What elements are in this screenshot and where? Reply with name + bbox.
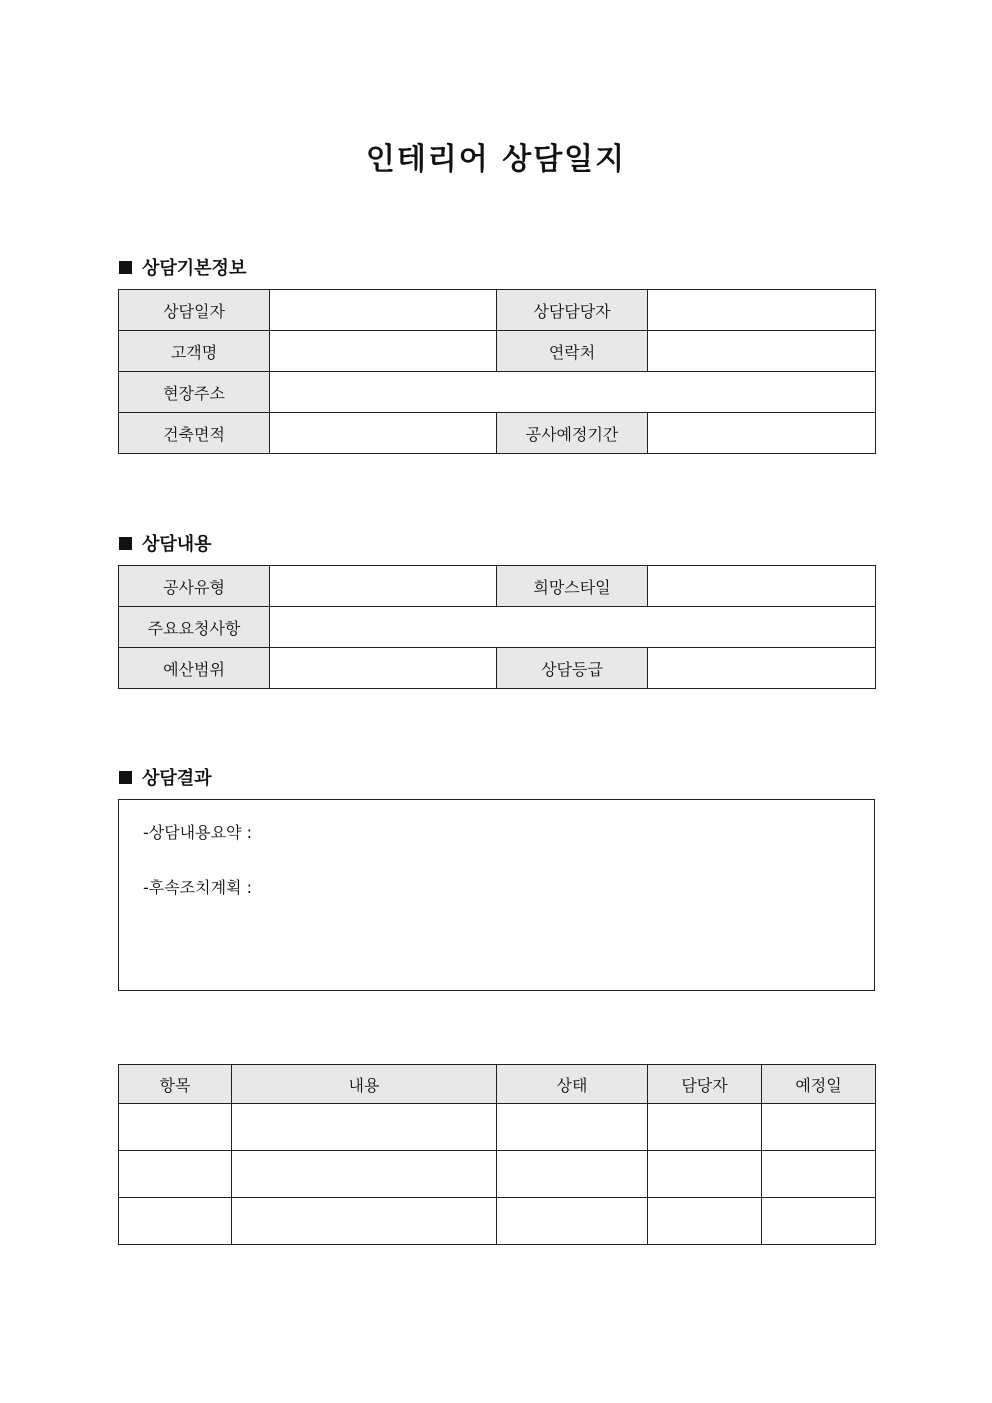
consultant-field[interactable]: [648, 290, 876, 331]
task-cell[interactable]: [497, 1104, 648, 1151]
column-header-assignee: 담당자: [648, 1065, 762, 1104]
task-cell[interactable]: [119, 1104, 232, 1151]
basic-info-table: [118, 289, 876, 454]
column-header-due-date: 예정일: [762, 1065, 876, 1104]
task-cell[interactable]: [762, 1151, 876, 1198]
label-construction-type: 공사유형: [119, 566, 270, 607]
table-row: [119, 372, 876, 413]
section-heading-content: [119, 530, 212, 556]
table-row: [119, 607, 876, 648]
table-row: [119, 1198, 876, 1245]
table-row: [119, 1151, 876, 1198]
task-cell[interactable]: [119, 1198, 232, 1245]
label-construction-period: 공사예정기간: [497, 413, 648, 454]
table-row: [119, 331, 876, 372]
task-cell[interactable]: [497, 1151, 648, 1198]
label-building-area: 건축면적: [119, 413, 270, 454]
document-title: 인테리어 상담일지: [365, 142, 627, 177]
table-header-row: [119, 1065, 876, 1104]
table-row: [119, 290, 876, 331]
budget-range-field[interactable]: [270, 648, 497, 689]
section-heading-basic: [119, 254, 246, 280]
customer-name-field[interactable]: [270, 331, 497, 372]
task-cell[interactable]: [648, 1151, 762, 1198]
label-desired-style: 희망스타일: [497, 566, 648, 607]
square-bullet-icon: [119, 261, 132, 274]
section-heading-basic-label: 상담기본정보: [142, 258, 247, 279]
task-cell[interactable]: [232, 1151, 497, 1198]
building-area-field[interactable]: [270, 413, 497, 454]
consult-date-field[interactable]: [270, 290, 497, 331]
square-bullet-icon: [119, 537, 132, 550]
label-customer-name: 고객명: [119, 331, 270, 372]
table-row: [119, 1104, 876, 1151]
table-row: [119, 648, 876, 689]
label-consultant: 상담담당자: [497, 290, 648, 331]
construction-period-field[interactable]: [648, 413, 876, 454]
summary-label: -상담내용요약 :: [143, 823, 252, 842]
desired-style-field[interactable]: [648, 566, 876, 607]
label-site-address: 현장주소: [119, 372, 270, 413]
task-cell[interactable]: [762, 1104, 876, 1151]
label-contact: 연락처: [497, 331, 648, 372]
task-cell[interactable]: [119, 1151, 232, 1198]
site-address-field[interactable]: [270, 372, 876, 413]
construction-type-field[interactable]: [270, 566, 497, 607]
table-row: [119, 413, 876, 454]
section-heading-content-label: 상담내용: [142, 534, 212, 555]
main-requests-field[interactable]: [270, 607, 876, 648]
label-consult-grade: 상담등급: [497, 648, 648, 689]
label-consult-date: 상담일자: [119, 290, 270, 331]
column-header-item: 항목: [119, 1065, 232, 1104]
column-header-content: 내용: [232, 1065, 497, 1104]
followup-label: -후속조치계획 :: [143, 878, 252, 897]
task-table: [118, 1064, 876, 1245]
consult-content-table: [118, 565, 876, 689]
task-cell[interactable]: [232, 1104, 497, 1151]
section-heading-result-label: 상담결과: [142, 768, 212, 789]
square-bullet-icon: [119, 771, 132, 784]
task-cell[interactable]: [497, 1198, 648, 1245]
task-cell[interactable]: [648, 1198, 762, 1245]
column-header-status: 상태: [497, 1065, 648, 1104]
task-cell[interactable]: [762, 1198, 876, 1245]
section-heading-result: [119, 764, 212, 790]
task-cell[interactable]: [232, 1198, 497, 1245]
table-row: [119, 566, 876, 607]
label-main-requests: 주요요청사항: [119, 607, 270, 648]
consult-grade-field[interactable]: [648, 648, 876, 689]
label-budget-range: 예산범위: [119, 648, 270, 689]
task-cell[interactable]: [648, 1104, 762, 1151]
consult-result-box[interactable]: [118, 799, 875, 991]
contact-field[interactable]: [648, 331, 876, 372]
